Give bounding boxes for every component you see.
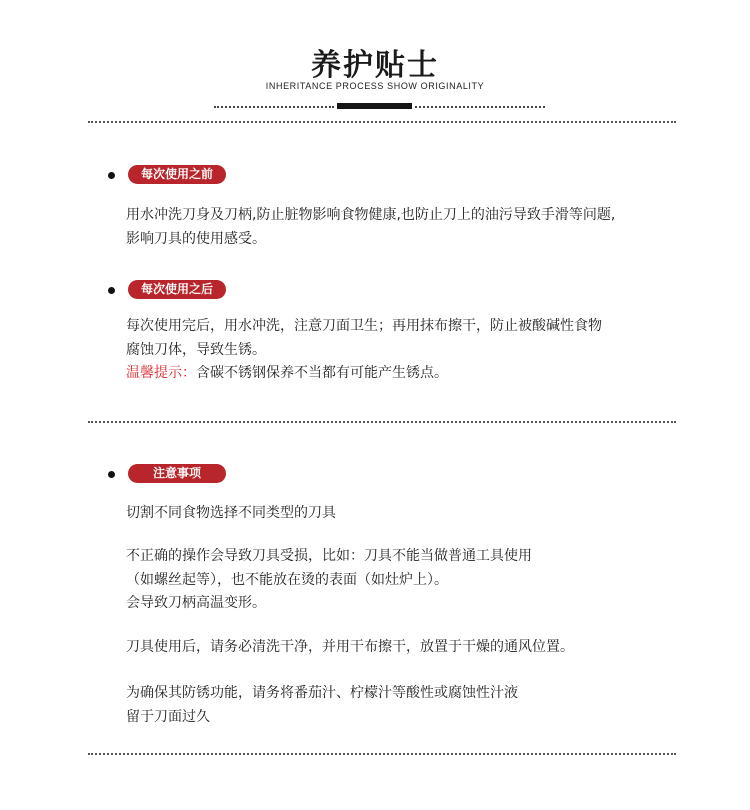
notes-line-1: 切割不同食物选择不同类型的刀具: [126, 505, 336, 521]
tip-label: 温馨提示：: [126, 365, 196, 381]
notes-line-7: 留于刀面过久: [126, 709, 210, 725]
page-title: 养护贴士: [311, 48, 439, 83]
tip-line: [126, 364, 448, 382]
after-use-line-2: 腐蚀刀体，导致生锈。: [126, 342, 266, 358]
bullet-icon: [108, 172, 115, 179]
page-subtitle: INHERITANCE PROCESS SHOW ORIGINALITY: [265, 81, 485, 91]
notes-line-6: 为确保其防锈功能，请务将番茄汁、柠檬汁等酸性或腐蚀性汁液: [126, 685, 518, 701]
before-use-line-1: 用水冲洗刀身及刀柄,防止脏物影响食物健康,也防止刀上的油污导致手滑等问题,: [126, 207, 616, 223]
section-divider: [88, 753, 676, 755]
notes-line-4: 会导致刀柄高温变形。: [126, 595, 266, 611]
section-tag-notes: 注意事项: [128, 464, 226, 483]
notes-line-5: 刀具使用后，请务必清洗干净，并用干布擦干，放置于干燥的通风位置。: [126, 639, 574, 655]
section-tag-before-use: 每次使用之前: [128, 165, 226, 184]
notes-line-3: （如螺丝起等），也不能放在烫的表面（如灶炉上）。: [126, 572, 448, 588]
section-divider: [88, 121, 676, 123]
notes-line-2: 不正确的操作会导致刀具受损，比如：刀具不能当做普通工具使用: [126, 548, 532, 564]
title-divider-bar: [337, 103, 412, 109]
tip-text: 含碳不锈钢保养不当都有可能产生锈点。: [196, 365, 448, 381]
before-use-line-2: 影响刀具的使用感受。: [126, 231, 266, 247]
after-use-line-1: 每次使用完后，用水冲洗，注意刀面卫生；再用抹布擦干，防止被酸碱性食物: [126, 318, 602, 334]
section-tag-after-use: 每次使用之后: [128, 280, 226, 299]
bullet-icon: [108, 471, 115, 478]
section-divider: [88, 421, 676, 423]
title-divider-left: [214, 106, 334, 108]
bullet-icon: [108, 287, 115, 294]
title-divider-right: [415, 106, 545, 108]
